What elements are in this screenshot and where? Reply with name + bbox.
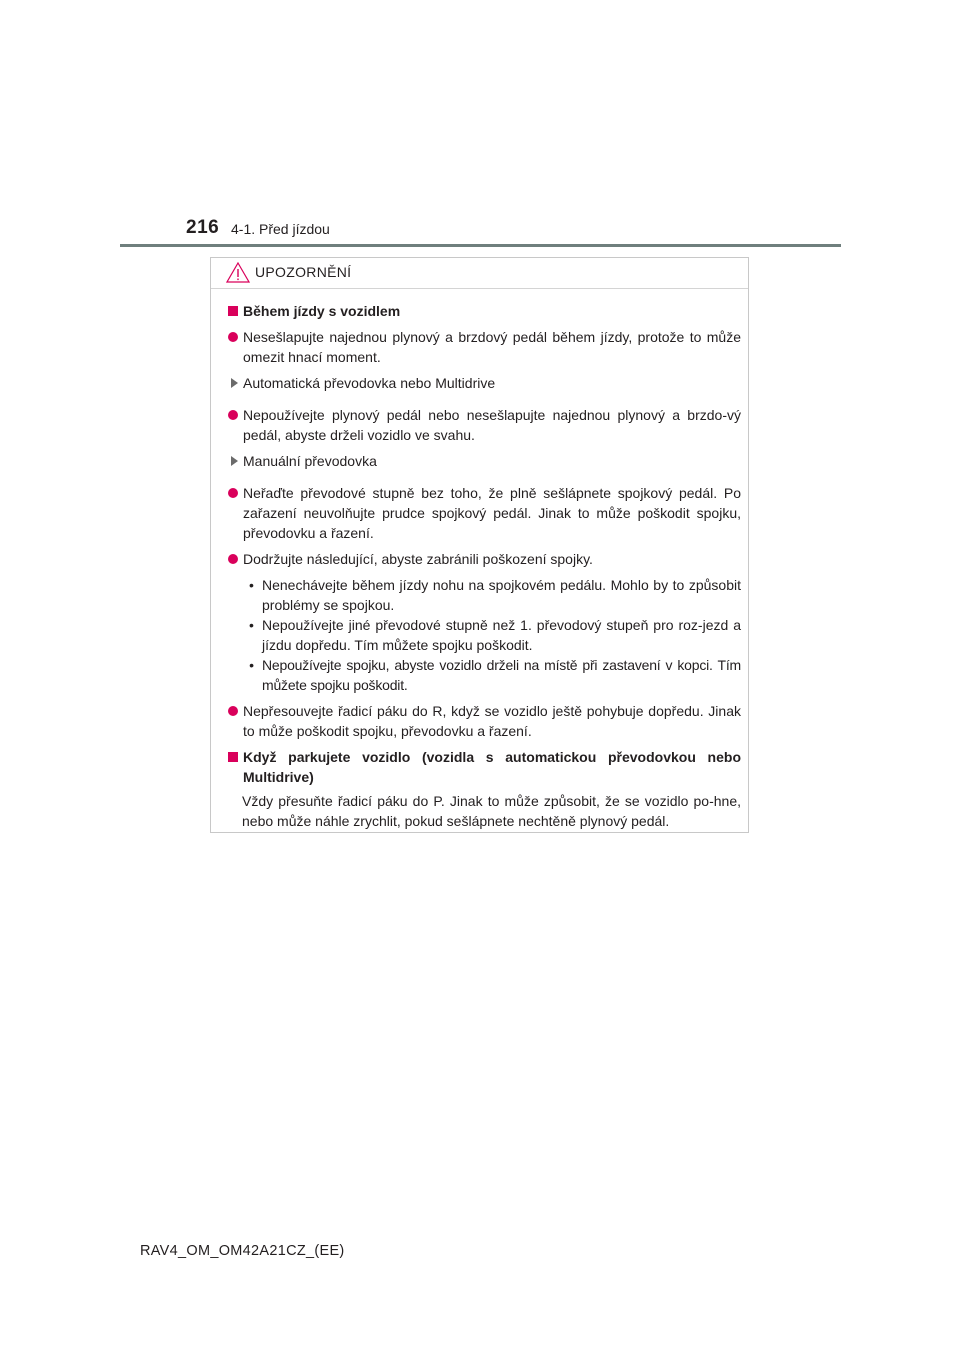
warning-triangle-icon: [226, 262, 250, 283]
section-title: 4-1. Před jízdou: [231, 221, 330, 237]
sub-list-item: [228, 615, 741, 655]
triangle-arrow-icon: [231, 456, 238, 466]
section-heading: [228, 747, 741, 787]
warning-box: [210, 257, 749, 833]
dot-bullet-icon: •: [249, 577, 254, 593]
heading-text: Během jízdy s vozidlem: [243, 303, 401, 319]
footer-code: RAV4_OM_OM42A21CZ_(EE): [140, 1243, 345, 1259]
sub-item-text: Nepoužívejte jiné převodové stupně než 1. převodový stupeň pro roz-jezd a jízdu dopředu. Tím můžete spojku poškodit.: [262, 617, 741, 653]
warning-title: UPOZORNĚNÍ: [255, 264, 352, 280]
dot-bullet-icon: •: [249, 617, 254, 633]
list-item: [228, 327, 741, 367]
circle-bullet-icon: [228, 332, 238, 342]
list-item: [228, 405, 741, 445]
sub-list: [228, 575, 741, 695]
section-heading: [228, 301, 741, 321]
square-bullet-icon: [228, 752, 238, 762]
warning-header: [211, 258, 748, 289]
square-bullet-icon: [228, 306, 238, 316]
dot-bullet-icon: •: [249, 657, 254, 673]
list-item: [228, 483, 741, 543]
circle-bullet-icon: [228, 488, 238, 498]
list-item: [228, 701, 741, 741]
sub-item-text: Nepoužívejte spojku, abyste vozidlo drželi na místě při zastavení v kopci. Tím můžete spojku poškodit.: [262, 657, 741, 693]
item-text: Nepoužívejte plynový pedál nebo nesešlapujte najednou plynový a brzdo-vý pedál, abyste drželi vozidlo ve svahu.: [243, 407, 741, 443]
warning-body: [211, 289, 748, 831]
item-text: Dodržujte následující, abyste zabránili poškození spojky.: [243, 551, 593, 567]
list-item: [228, 549, 741, 569]
circle-bullet-icon: [228, 706, 238, 716]
circle-bullet-icon: [228, 410, 238, 420]
arrow-text: Manuální převodovka: [243, 453, 377, 469]
triangle-arrow-icon: [231, 378, 238, 388]
header-rule: [120, 244, 841, 247]
item-text: Nepřesouvejte řadicí páku do R, když se vozidlo ještě pohybuje dopředu. Jinak to může poškodit spojku, převodovku a řazení.: [243, 703, 741, 739]
sub-item-text: Nenechávejte během jízdy nohu na spojkovém pedálu. Mohlo by to způsobit problémy se spojkou.: [262, 577, 741, 613]
arrow-subheading: [228, 373, 741, 393]
arrow-text: Automatická převodovka nebo Multidrive: [243, 375, 496, 391]
item-text: Nesešlapujte najednou plynový a brzdový pedál během jízdy, protože to může omezit hnací moment.: [243, 329, 741, 365]
item-text: Neřaďte převodové stupně bez toho, že plně sešlápnete spojkový pedál. Po zařazení neuvolňujte prudce spojkový pedál. Jinak to může poškodit spojku, převodovku a řazení.: [243, 485, 741, 541]
paragraph: Vždy přesuňte řadicí páku do P. Jinak to může způsobit, že se vozidlo po-hne, nebo může náhle zrychlit, pokud sešlápnete nechtěně plynový pedál.: [242, 793, 741, 829]
page-number: 216: [186, 217, 220, 238]
arrow-subheading: [228, 451, 741, 471]
sub-list-item: [228, 655, 741, 695]
heading-text: Když parkujete vozidlo (vozidla s automatickou převodovkou nebo Multidrive): [243, 749, 741, 785]
circle-bullet-icon: [228, 554, 238, 564]
sub-list-item: [228, 575, 741, 615]
